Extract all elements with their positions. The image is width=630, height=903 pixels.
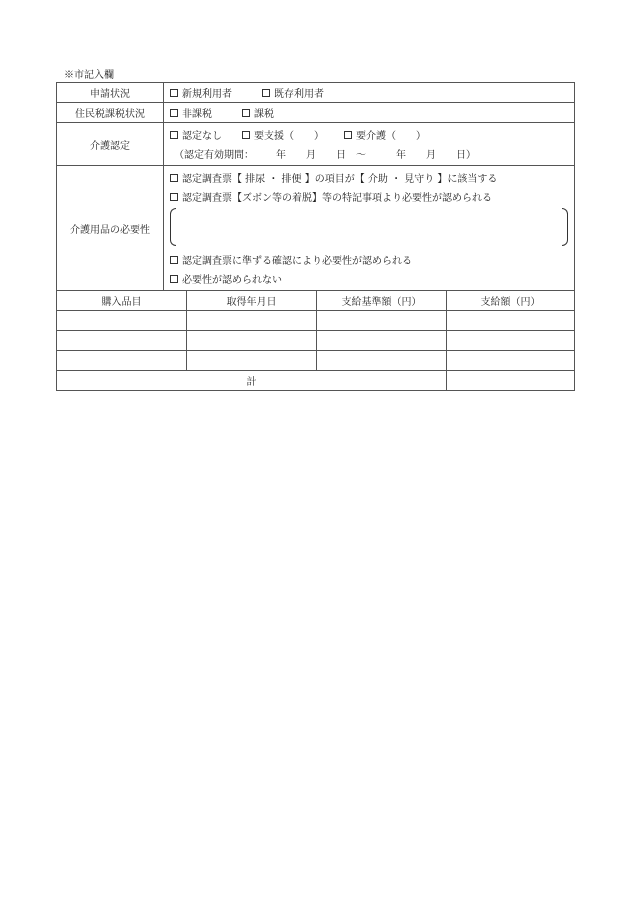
- tax-status-label: 住民税課税状況: [57, 103, 164, 123]
- care-required-label: 要介護（ ）: [356, 131, 426, 142]
- application-status-options: [164, 83, 575, 103]
- payment-amount-cell[interactable]: [447, 351, 575, 371]
- care-required-checkbox[interactable]: [344, 131, 352, 139]
- start-year-unit: 年: [276, 150, 286, 161]
- special-notes-checkbox[interactable]: [170, 193, 178, 201]
- special-notes-field[interactable]: [170, 208, 568, 246]
- existing-user-label: 既存利用者: [274, 89, 324, 100]
- equivalent-check-label: 認定調査票に準ずる確認により必要性が認められる: [182, 256, 412, 267]
- validity-period-open: （認定有効期間：: [174, 150, 254, 161]
- tax-status-row: [57, 103, 575, 123]
- care-certification-label: 介護認定: [57, 123, 164, 166]
- total-row: [57, 371, 575, 391]
- section-label: ※市記入欄: [64, 70, 114, 81]
- application-status-label: 申請状況: [57, 83, 164, 103]
- purchase-row: [57, 351, 575, 371]
- base-amount-header: 支給基準額（円）: [317, 291, 447, 311]
- taxable-label: 課税: [254, 109, 274, 120]
- purchase-row: [57, 311, 575, 331]
- no-certification-checkbox[interactable]: [170, 131, 178, 139]
- non-taxable-checkbox[interactable]: [170, 109, 178, 117]
- city-entry-table: [56, 82, 575, 391]
- purchase-item-cell[interactable]: [57, 311, 187, 331]
- purchase-item-cell[interactable]: [57, 351, 187, 371]
- not-necessary-label: 必要性が認められない: [182, 275, 282, 286]
- end-year-unit: 年: [396, 150, 406, 161]
- base-amount-cell[interactable]: [317, 331, 447, 351]
- base-amount-cell[interactable]: [317, 351, 447, 371]
- total-amount-cell[interactable]: [447, 371, 575, 391]
- start-day-unit: 日: [336, 150, 346, 161]
- not-necessary-checkbox[interactable]: [170, 275, 178, 283]
- acquisition-date-cell[interactable]: [187, 331, 317, 351]
- excretion-checkbox[interactable]: [170, 174, 178, 182]
- existing-user-checkbox[interactable]: [262, 89, 270, 97]
- payment-amount-cell[interactable]: [447, 331, 575, 351]
- support-required-checkbox[interactable]: [242, 131, 250, 139]
- necessity-options: [164, 166, 575, 291]
- purchase-row: [57, 331, 575, 351]
- validity-period: [170, 144, 568, 163]
- purchase-header-row: [57, 291, 575, 311]
- equivalent-check-checkbox[interactable]: [170, 256, 178, 264]
- end-month-unit: 月: [426, 150, 436, 161]
- payment-amount-cell[interactable]: [447, 311, 575, 331]
- end-day-unit: 日）: [456, 150, 476, 161]
- acquisition-date-cell[interactable]: [187, 311, 317, 331]
- total-label: 計: [57, 371, 447, 391]
- acquisition-date-cell[interactable]: [187, 351, 317, 371]
- application-status-row: [57, 83, 575, 103]
- purchase-item-cell[interactable]: [57, 331, 187, 351]
- care-certification-options: [164, 123, 575, 166]
- tax-status-options: [164, 103, 575, 123]
- acquisition-date-header: 取得年月日: [187, 291, 317, 311]
- new-user-checkbox[interactable]: [170, 89, 178, 97]
- support-required-label: 要支援（ ）: [254, 131, 324, 142]
- payment-amount-header: 支給額（円）: [447, 291, 575, 311]
- period-wave: ～: [356, 150, 366, 161]
- start-month-unit: 月: [306, 150, 316, 161]
- no-certification-label: 認定なし: [182, 131, 222, 142]
- taxable-checkbox[interactable]: [242, 109, 250, 117]
- right-bracket: [562, 208, 568, 246]
- special-notes-label: 認定調査票【ズボン等の着脱】等の特記事項より必要性が認められる: [182, 193, 492, 204]
- left-bracket: [170, 208, 176, 246]
- necessity-label: 介護用品の必要性: [57, 166, 164, 291]
- necessity-row: [57, 166, 575, 291]
- new-user-label: 新規利用者: [182, 89, 232, 100]
- base-amount-cell[interactable]: [317, 311, 447, 331]
- purchase-item-header: 購入品目: [57, 291, 187, 311]
- excretion-label: 認定調査票【 排尿 ・ 排便 】の項目が【 介助 ・ 見守り 】に該当する: [182, 174, 498, 185]
- care-certification-row: [57, 123, 575, 166]
- non-taxable-label: 非課税: [182, 109, 212, 120]
